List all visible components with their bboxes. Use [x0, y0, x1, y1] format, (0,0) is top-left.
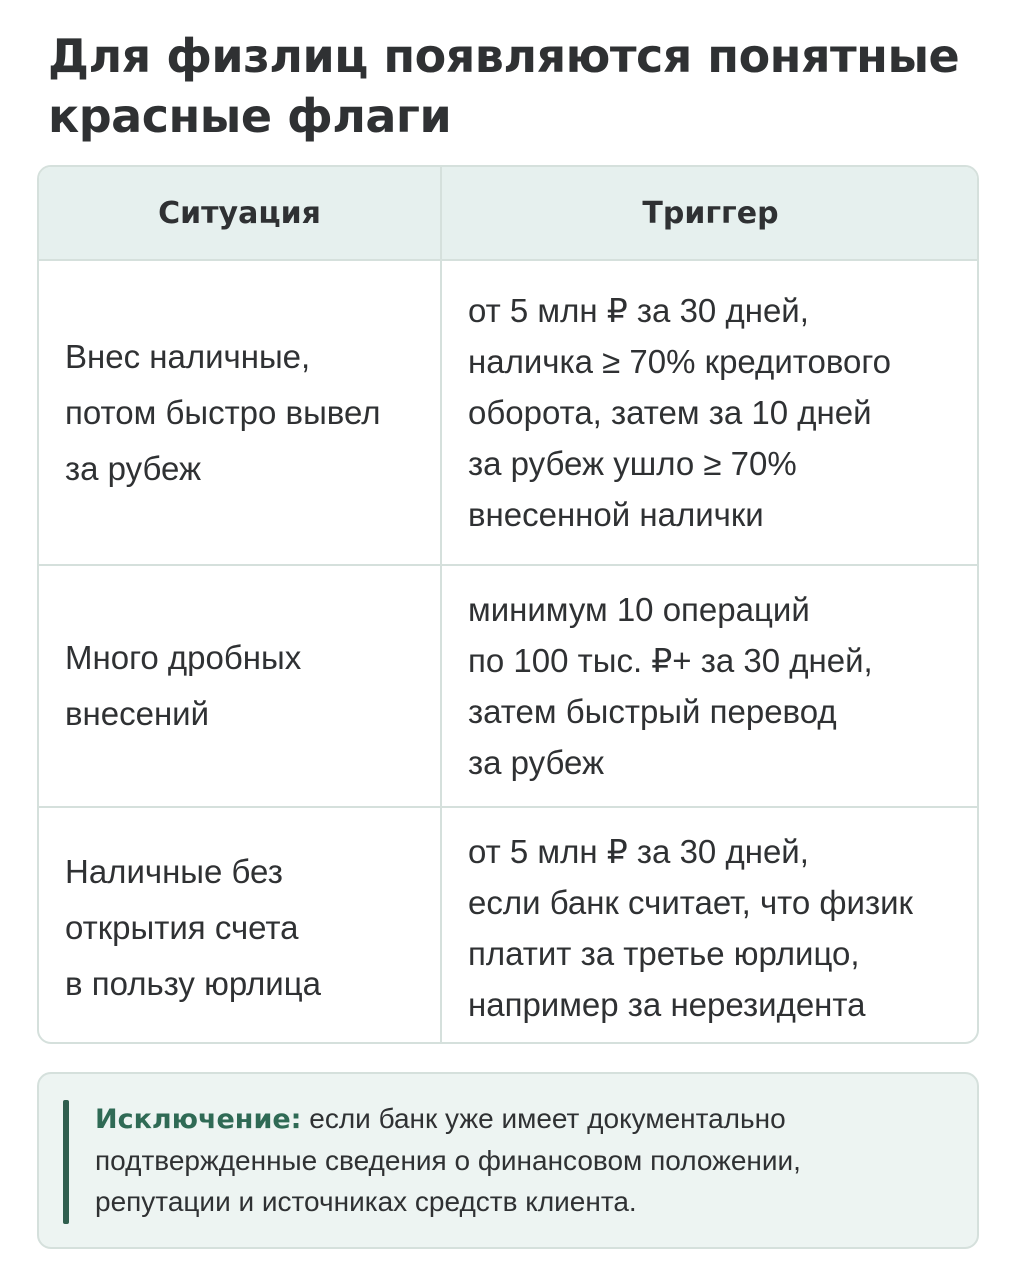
trigger-cell — [441, 260, 979, 565]
trigger-cell — [441, 807, 979, 1044]
note-label: Исключение: — [95, 1104, 302, 1135]
table-row — [39, 807, 979, 1044]
header-trigger: Триггер — [441, 167, 979, 260]
table-row — [39, 565, 979, 807]
situation-text: Много дробных внесений — [65, 639, 302, 732]
trigger-text: от 5 млн ₽ за 30 дней, если банк считает, что физик платит за третье юрлицо, например за нерезидента — [468, 833, 913, 1023]
trigger-cell — [441, 565, 979, 807]
table-row — [39, 260, 979, 565]
exception-note — [37, 1072, 979, 1249]
page-title: Для физлиц появляются понятные красные флаги — [48, 29, 960, 143]
table-header-row — [39, 167, 979, 260]
situation-cell — [39, 807, 441, 1044]
note-text — [95, 1098, 955, 1222]
note-body: если банк уже имеет документально подтвержденные сведения о финансовом положении, репутации и источниках средств клиента. — [95, 1103, 801, 1217]
red-flags-table — [37, 165, 979, 1044]
situation-text: Наличные без открытия счета в пользу юрлица — [65, 853, 321, 1002]
trigger-text: минимум 10 операций по 100 тыс. ₽+ за 30 дней, затем быстрый перевод за рубеж — [468, 591, 873, 781]
header-situation: Ситуация — [39, 167, 441, 260]
situation-text: Внес наличные, потом быстро вывел за рубеж — [65, 337, 381, 487]
trigger-text: от 5 млн ₽ за 30 дней, наличка ≥ 70% кредитового оборота, затем за 10 дней за рубеж ушло ≥ 70% внесенной налички — [468, 292, 892, 533]
situation-cell — [39, 260, 441, 565]
situation-cell — [39, 565, 441, 807]
table — [39, 167, 979, 1044]
note-accent-bar — [63, 1100, 69, 1224]
